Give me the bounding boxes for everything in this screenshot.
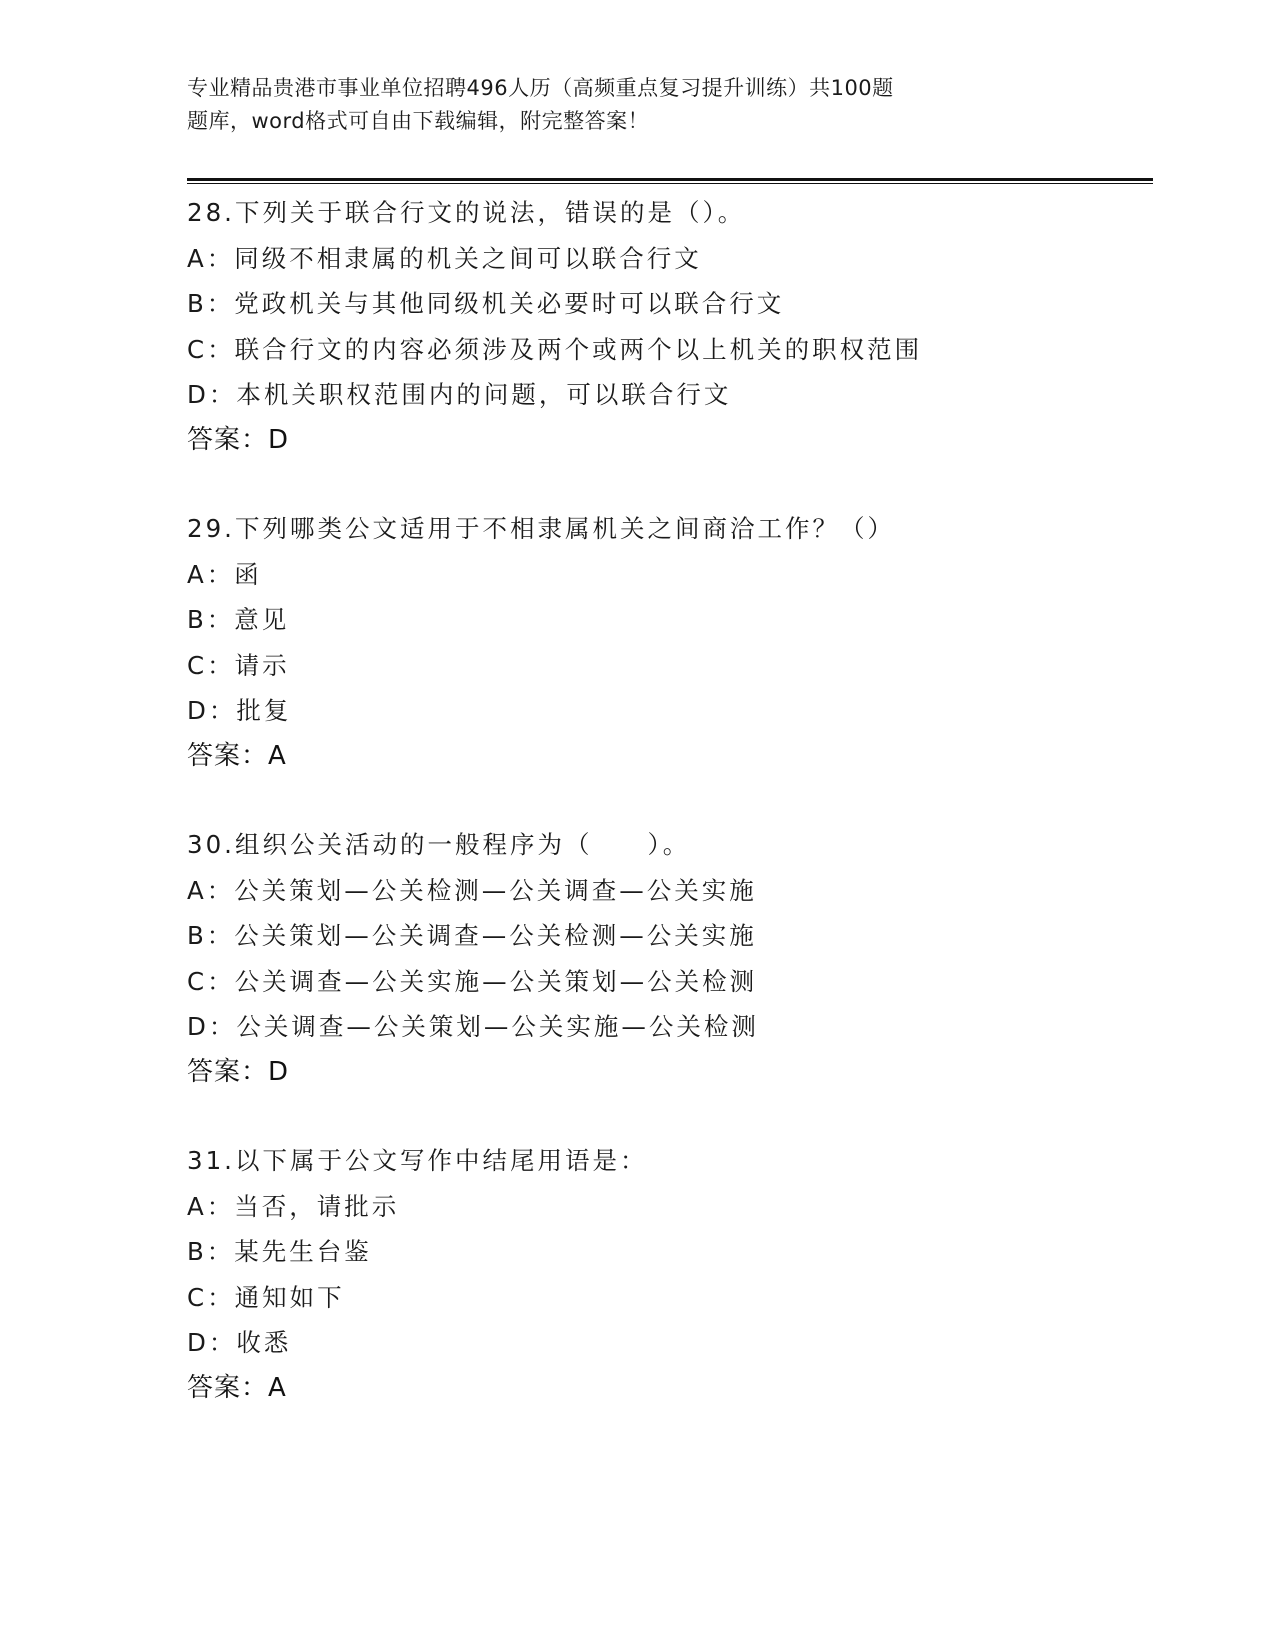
answer-line: 答案：D [187,1056,290,1087]
question-29 [187,506,1147,779]
header-divider-thick [187,178,1153,181]
answer-line: 答案：D [187,424,290,455]
option-b: B：公关策划—公关调查—公关检测—公关实施 [187,921,757,950]
option-a: A：当否，请批示 [187,1191,400,1221]
question-stem: 28.下列关于联合行文的说法，错误的是（）。 [187,198,746,227]
option-d: D：收悉 [187,1328,292,1357]
option-a: A：同级不相隶属的机关之间可以联合行文 [187,243,702,273]
option-c: C：公关调查—公关实施—公关策划—公关检测 [187,966,758,996]
option-b: B：党政机关与其他同级机关必要时可以联合行文 [187,289,785,318]
header-divider-thin [187,183,1153,184]
option-b: B：某先生台鉴 [187,1237,372,1266]
option-a: A：函 [187,559,262,589]
answer-line: 答案：A [187,1372,287,1403]
option-c: C：联合行文的内容必须涉及两个或两个以上机关的职权范围 [187,334,923,364]
question-28 [187,190,1147,463]
answer-line: 答案：A [187,740,287,771]
question-31 [187,1138,1147,1411]
option-d: D：公关调查—公关策划—公关实施—公关检测 [187,1012,759,1041]
question-stem: 31.以下属于公文写作中结尾用语是： [187,1146,648,1175]
document-header [187,72,1047,138]
option-d: D：批复 [187,696,292,725]
option-a: A：公关策划—公关检测—公关调查—公关实施 [187,875,757,905]
option-b: B：意见 [187,605,290,634]
question-stem: 30.组织公关活动的一般程序为（ ）。 [187,830,691,859]
header-line-2: 题库，word格式可自由下载编辑，附完整答案！ [187,109,650,133]
question-stem: 29.下列哪类公文适用于不相隶属机关之间商洽工作？（） [187,514,895,543]
option-c: C：请示 [187,650,290,680]
option-c: C：通知如下 [187,1282,345,1312]
question-list [187,190,1147,1454]
question-30 [187,822,1147,1095]
header-line-1: 专业精品贵港市事业单位招聘496人历（高频重点复习提升训练）共100题 [187,76,894,100]
option-d: D：本机关职权范围内的问题，可以联合行文 [187,380,732,409]
